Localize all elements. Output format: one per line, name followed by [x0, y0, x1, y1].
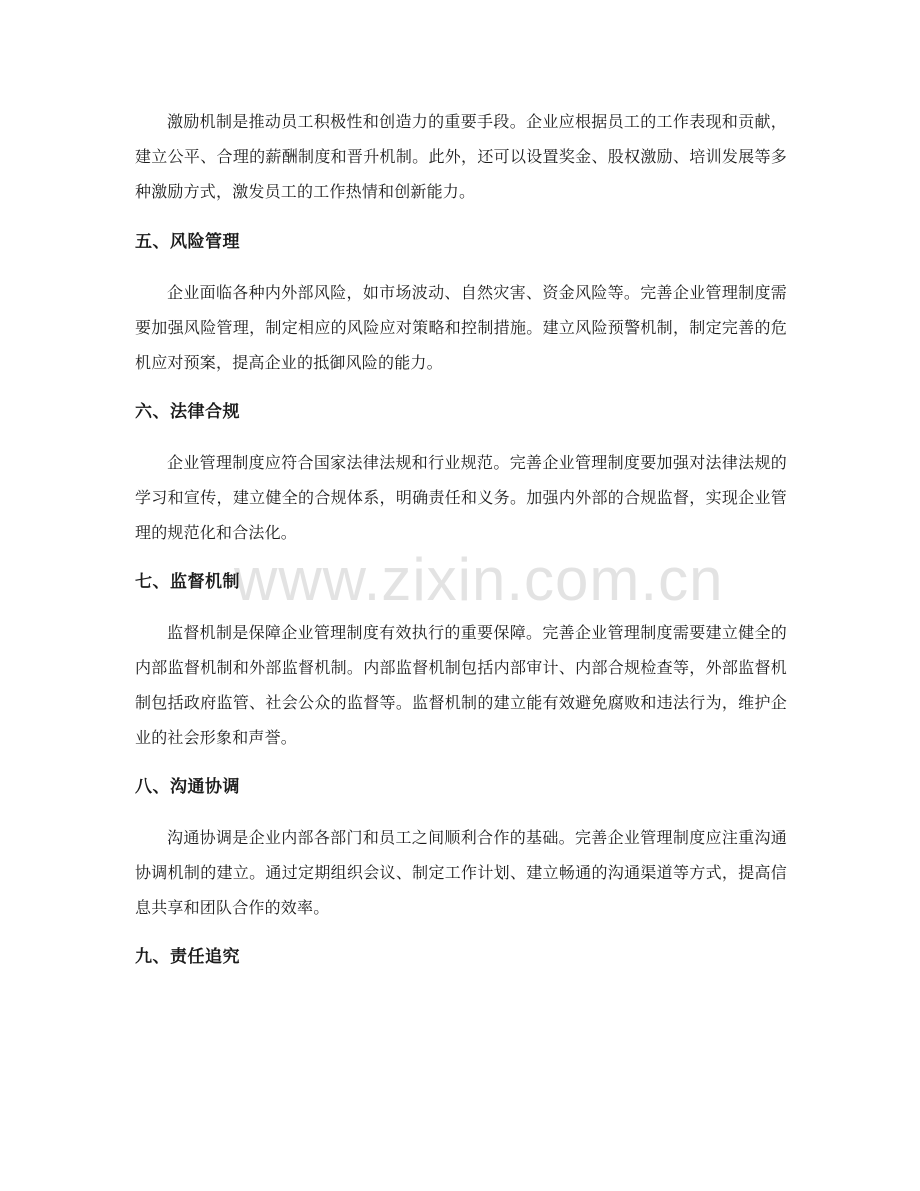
paragraph-risk-management: 企业面临各种内外部风险，如市场波动、自然灾害、资金风险等。完善企业管理制度需要加强风险管理，制定相应的风险应对策略和控制措施。建立风险预警机制，制定完善的危机应对预案，提高企业的抵御风险的能力。 — [135, 283, 787, 372]
heading-communication: 八、沟通协调 — [135, 777, 240, 797]
paragraph-supervision: 监督机制是保障企业管理制度有效执行的重要保障。完善企业管理制度需要建立健全的内部监督机制和外部监督机制。内部监督机制包括内部审计、内部合规检查等，外部监督机制包括政府监管、社会公众的监督等。监督机制的建立能有效避免腐败和违法行为，维护企业的社会形象和声誉。 — [135, 623, 787, 747]
paragraph-legal-compliance: 企业管理制度应符合国家法律法规和行业规范。完善企业管理制度要加强对法律法规的学习和宣传，建立健全的合规体系，明确责任和义务。加强内外部的合规监督，实现企业管理的规范化和合法化。 — [135, 453, 787, 542]
heading-legal-compliance: 六、法律合规 — [135, 402, 240, 422]
heading-accountability: 九、责任追究 — [135, 947, 240, 967]
watermark: www.zixin.com.cn — [234, 546, 724, 613]
paragraph-incentive: 激励机制是推动员工积极性和创造力的重要手段。企业应根据员工的工作表现和贡献，建立公平、合理的薪酬制度和晋升机制。此外，还可以设置奖金、股权激励、培训发展等多种激励方式，激发员工的工作热情和创新能力。 — [135, 112, 787, 201]
heading-supervision: 七、监督机制 — [135, 572, 240, 592]
document-body — [135, 104, 787, 969]
paragraph-communication: 沟通协调是企业内部各部门和员工之间顺利合作的基础。完善企业管理制度应注重沟通协调机制的建立。通过定期组织会议、制定工作计划、建立畅通的沟通渠道等方式，提高信息共享和团队合作的效率。 — [135, 828, 787, 917]
heading-risk-management: 五、风险管理 — [135, 232, 240, 252]
